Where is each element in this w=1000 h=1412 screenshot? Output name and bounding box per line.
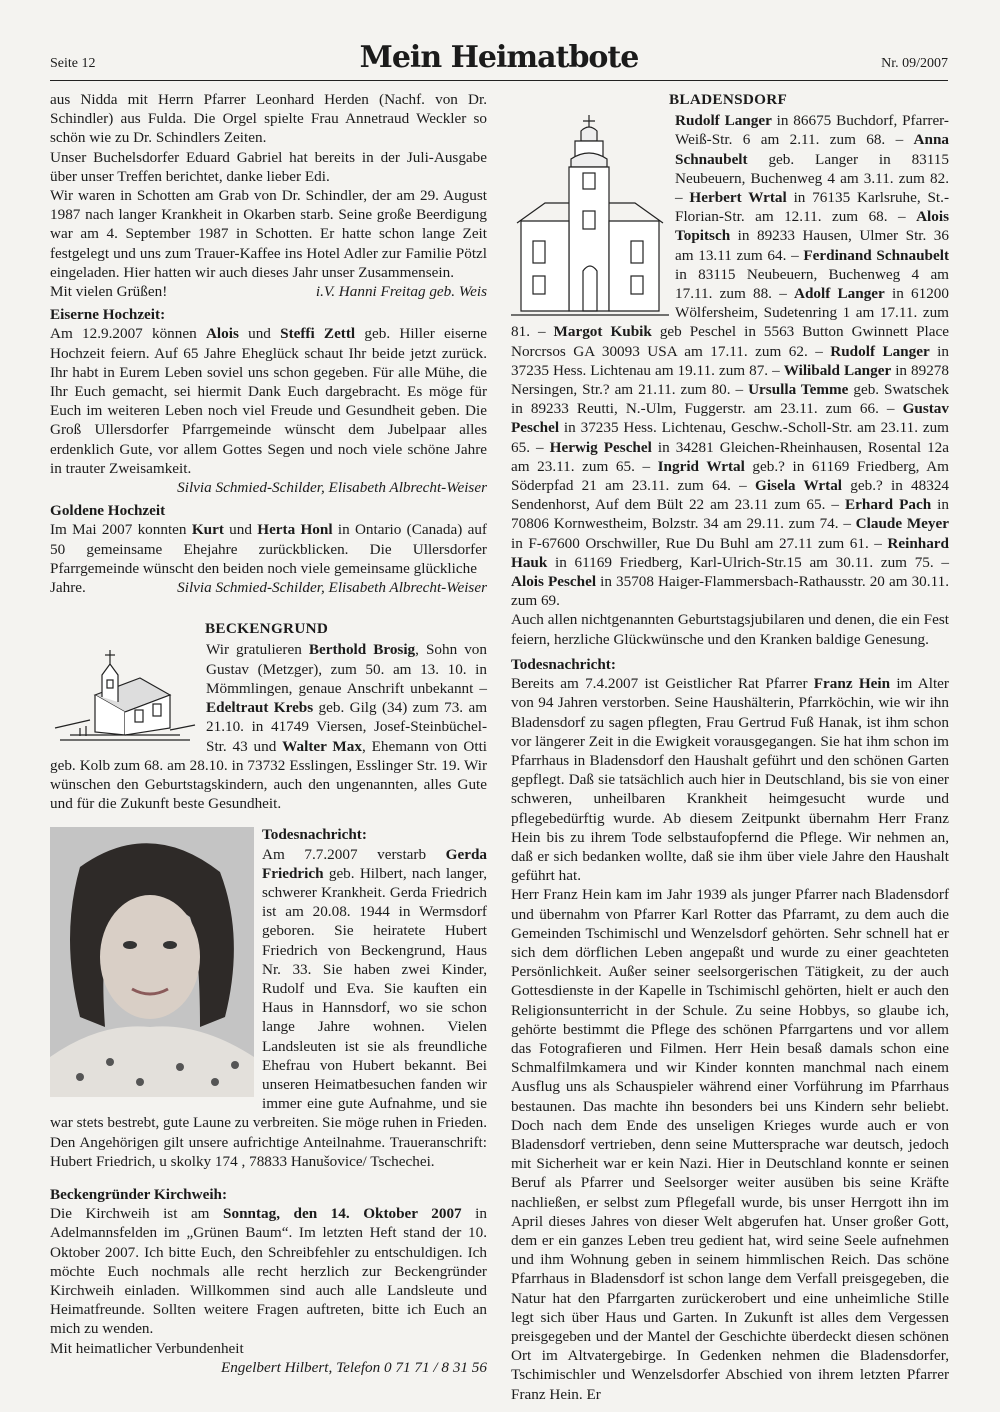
name: Herta Honl bbox=[257, 521, 333, 539]
birthday-details: geb. Swatschek in 89233 Reutti, N.-Ulm, Fuggerstr. am 23.11. zum 66. – bbox=[511, 381, 949, 418]
portrait-photo bbox=[50, 827, 254, 1097]
header-rule bbox=[50, 80, 948, 81]
closing-line: Jahre. Silvia Schmied-Schilder, Elisabeth Albrecht-Weiser bbox=[50, 579, 487, 597]
paragraph: Die Kirchweih ist am Sonntag, den 14. Oktober 2007 in Adelmannsfelden im „Grünen Baum“. Im letzten Heft stand der 10. Oktober 2007. Ich bitte Euch, den Schreibfehler zu entschuldigen. Ich möchte Euch nochmals alle recht herzlich zur Beckengründer Kirchweih einladen. Willkommen sind auch alle Landsleute und Heimatfreunde. Sollten weitere Fragen auftreten, bitte ich Euch an mich zu wenden. bbox=[50, 1205, 487, 1338]
birthday-name: Wilibald Langer bbox=[783, 361, 892, 379]
birthday-name: Margot Kubik bbox=[553, 323, 652, 341]
birthday-name: Alois Topitsch bbox=[675, 208, 949, 245]
woman-portrait-image bbox=[50, 827, 254, 1097]
left-column bbox=[50, 90, 487, 1377]
birthday-name: Ingrid Wrtal bbox=[657, 457, 745, 475]
masthead-logo: Mein Heimatbote bbox=[359, 40, 639, 75]
section-heading-obituary: Todesnachricht: bbox=[262, 826, 367, 844]
birthday-details: geb.? in 61169 Friedberg, Am Söderpfad 21 am 23.11. zum 64. – bbox=[511, 457, 949, 495]
birthday-details: geb.? in 48324 Sendenhorst, Auf dem Bült 22 am 23.11 zum 65. – bbox=[511, 477, 950, 514]
birthday-name: Rudolf Langer bbox=[830, 342, 930, 360]
name: Berthold Brosig bbox=[308, 641, 416, 659]
paragraph: Am 7.7.2007 verstarb Gerda Friedrich geb. Hilbert, nach langer, schwerer Krankheit. Gerda Friedrich ist am 20.08. 1944 in Wermsdorf geboren. Sie heiratete Hubert Friedrich von Beckengrund, Haus Nr. 33. Sie haben zwei Kinder, Rudolf und Eva. Sie kauften ein Haus in Hannsdorf, wo sie schon lange Jahre wohnen. Vielen Landsleuten ist sie als freundliche Ehefrau von Hubert bekannt. Bei unseren Heimatbesuchen fanden wir immer eine gute Aufnahme, und sie war stets bestrebt, gute Laune zu verbreiten. Sie möge ruhen in Frieden. Den Angehörigen gilt unsere aufrichtige Anteilnahme. Traueranschrift: Hubert Friedrich, u skolky 174 , 78833 Hanušovice/ Tschechei. bbox=[50, 845, 487, 1170]
birthday-details: in 86675 Buchdorf, Pfarrer-Weiß-Str. 6 am 2.11. zum 68. – bbox=[675, 112, 949, 149]
birthday-details: in 89233 Hausen, Ulmer Str. 36 am 13.11 zum 64. – bbox=[675, 227, 949, 264]
page-header bbox=[50, 40, 948, 84]
signature: Engelbert Hilbert, Telefon 0 71 71 / 8 31 56 bbox=[220, 1358, 487, 1376]
birthday-details: in 83115 Neubeuern, Buchenweg 4 am 17.11. zum 88. – bbox=[675, 265, 949, 303]
birthday-name: Herwig Peschel bbox=[549, 438, 652, 456]
section-heading-kirchweih: Beckengründer Kirchweih: bbox=[50, 1185, 228, 1203]
section-heading-bladensdorf: BLADENSDORF bbox=[669, 91, 788, 108]
paragraph: Bereits am 7.4.2007 ist Geistlicher Rat Pfarrer Franz Hein im Alter von 94 Jahren verstorben. Seine Haushälterin, Pfarrköchin, wie wir ihn Bladensdorf zu sagen pflegten, Frau Gertrud Fuß Hanak, ist ihm schon vor längerer Zeit in die Ewigkeit vorausgegangen. Sie hat ihm schon im Pfarrhaus in Bladensdorf den Haushalt geführt und den schönen Garten gepflegt. Daß sie tatsächlich auch hier in Deutschland, bis sie von einer schweren, unheilbaren Krankheit heimgesucht wurde und pflegebedürftig wurde. Ab diesem Zeitpunkt übernahm Herr Franz Hein bis zu ihrem Tode selbstaufopfernd die Pflege. Wir nehmen an, daß er sich bedanken wollte, daß sie ihm über viele Jahre den Haushalt geführt hat. bbox=[511, 675, 949, 885]
signature: Silvia Schmied-Schilder, Elisabeth Albrecht-Weiser bbox=[177, 479, 487, 497]
birthday-name: Gisela Wrtal bbox=[755, 477, 843, 495]
paragraph: Im Mai 2007 konnten Kurt und Herta Honl in Ontario (Canada) auf 50 gemeinsame Ehejahre zurückblicken. Die Ullersdorfer Pfarrgemeinde wünscht den beiden noch viele gemeinsame glückliche bbox=[50, 521, 487, 577]
paragraph: Auch allen nichtgenannten Geburtstagsjubilaren und denen, die ein Fest feiern, herzliche Glückwünsche und den Kranken baldige Genesung. bbox=[511, 611, 949, 648]
page-number: Seite 12 bbox=[50, 56, 96, 71]
birthday-name: Herbert Wrtal bbox=[689, 189, 787, 207]
birthday-details: in 76135 Karlsruhe, St.-Florian-Str. am 12.11. zum 68. – bbox=[675, 189, 949, 226]
birthday-name: Alois Peschel bbox=[511, 573, 597, 591]
closing: Mit heimatlicher Verbundenheit bbox=[50, 1339, 244, 1357]
paragraph: Wir waren in Schotten am Grab von Dr. Schindler, der am 29. August 1987 nach langer Krankheit in Okarben starb. Seine große Beerdigung war am 4. September 1987 in Schotten. Er hatte schon lange Zeit festgelegt und uns zum Trauer-Kaffee ins Hotel Adler zur Familie Pötzl eingeladen. Hier hatten wir auch dieses Jahr unser Zusammensein. bbox=[50, 187, 487, 281]
birthday-name: Rudolf Langer bbox=[675, 112, 772, 130]
church-illustration bbox=[511, 111, 669, 319]
paragraph: Am 12.9.2007 können Alois und Steffi Zettl geb. Hiller eiserne Hochzeit feiern. Auf 65 Jahre Eheglück schaut Ihr beide jetzt zurück. Ihr habt in Eurem Leben soviel uns schon gegeben. Für alle Mühe, die Ihr Euch gemacht, sei hiermit Dank Euch dargebracht. Es möge für Euch im weiteren Leben noch viel Freude und Gesundheit geben. Die Groß Ullersdorfer Pfarrgemeinde wünscht dem Jubelpaar alles erdenklich Gute, vor allem Gottes Segen und noch viele schöne Jahre in trauter Zweisamkeit. bbox=[50, 325, 488, 477]
greeting-line bbox=[50, 282, 487, 301]
birthday-name: Ferdinand Schnaubelt bbox=[803, 246, 949, 264]
beckengrund-section bbox=[50, 640, 487, 813]
birthday-details: geb. Langer in 83115 Neubeuern, Buchenweg 4 am 3.11. zum 82. – bbox=[675, 150, 949, 207]
name: Gerda Friedrich bbox=[262, 845, 487, 882]
greeting: Mit vielen Grüßen! bbox=[50, 283, 168, 301]
birthday-details: geb Peschel in 5563 Button Gwinnett Place Norcrsos GA 30093 USA am 17.11. zum 62. – bbox=[511, 323, 949, 360]
obituary-section bbox=[50, 825, 487, 1171]
name: Kurt bbox=[191, 521, 224, 539]
birthday-name: Anna Schnaubelt bbox=[675, 131, 949, 168]
birthday-details: in 34281 Gleichen-Rheinhausen, Rosental 12a am 23.11. zum 65. – bbox=[511, 438, 950, 475]
paragraph: Herr Franz Hein kam im Jahr 1939 als junger Pfarrer nach Bladensdorf und übernahm von Pfarrer Karl Rotter das Pfarramt, zu dem auch die Gemeinden Tschimischl und Wenzelsdorf gehörten. Sehr schnell hat er sich dem dörflichen Leben angepaßt und wurde zu einer geachteten Persönlichkeit. Außer seiner seelsorgerischen Tätigkeit, zu der auch Gottesdienste in der Kapelle in Tschimischl gehörten, hielt er auch den Religionsunterricht in der Schule. Zu seine Hobbys, so glaube ich, gehörte bestimmt die Pflege des schönen Pfarrgartens und vor allem das Fotografieren und Filmen. Herr Hein besaß damals schon eine Schmalfilmkamera und wir Kinder konnten manchmal nach einem Ausflug uns als Schauspieler während einer Vorführung im Pfarrhaus bestaunen. Das machte ihn besonders bei uns Kindern sehr beliebt. Doch nach dem Ende des unseligen Krieges wurde auch er von Bladensdorf vertrieben, denn seine Muttersprache war deutsch, jedoch mit Sicherheit war er kein Nazi. Hier in Deutschland konnte er seinen Beruf als Pfarrer und Seelsorger weiter ausüben bis seine Kräfte nachließen, er selbst zum Pflegefall wurde, bis unser Herrgott ihn im April dieses Jahres von dieser Welt abgerufen hat. Unser großer Gott, dem er ein ganzes Leben treu gedient hat, wird seine Seele aufnehmen und ihm Wohnung geben in seinem himmlischen Reich. Das schöne Pfarrhaus in Bladensdorf ist schon lange dem Verfall preisgegeben, die Natur hat den Pfarrgarten zurückerobert und eine unheimliche Stille legt sich über Haus und Garten. In Zukunft ist alles dem Vergessen preisgegeben und der Mantel der Geschichte überdeckt diesen schönen Ort im Altvatergebirge. In Gedenken nehmen die Bladensdorfer, Tschimischler und Wenzelsdorfer Abschied von ihrem letzten Pfarrer Franz Hein. Er bbox=[511, 886, 949, 1403]
birthday-details: in 61169 Friedberg, Karl-Ulrich-Str.15 am 30.11. zum 75. – bbox=[547, 553, 949, 571]
name: Edeltraut Krebs bbox=[206, 699, 314, 717]
paragraph: aus Nidda mit Herrn Pfarrer Leonhard Herden (Nachf. von Dr. Schindler) aus Fulda. Die Orgel spielte Frau Annetraud Weckler so schön wie zu Dr. Schindlers Zeiten. bbox=[50, 91, 487, 147]
paragraph: Unser Buchelsdorfer Eduard Gabriel hat bereits in der Juli-Ausgabe über unser Treffen berichtet, danke lieber Edi. bbox=[50, 148, 487, 185]
signature: i.V. Hanni Freitag geb. Weis bbox=[315, 283, 487, 301]
name: Alois bbox=[205, 325, 239, 343]
birthday-details: in 61200 Wölfersheim, Sudetenring 1 am 17.11. zum 81. – bbox=[511, 285, 949, 341]
section-heading-obituary: Todesnachricht: bbox=[511, 655, 616, 673]
birthday-details: in F-67600 Orschwiller, Rue Du Buhl am 27.11 zum 61. – bbox=[511, 534, 888, 552]
name: Steffi Zettl bbox=[280, 325, 356, 343]
signature: Silvia Schmied-Schilder, Elisabeth Albrecht-Weiser bbox=[177, 579, 487, 597]
name: Franz Hein bbox=[813, 675, 891, 693]
birthday-name: Gustav Peschel bbox=[511, 400, 949, 437]
section-heading-iron-wedding: Eiserne Hochzeit: bbox=[50, 306, 166, 324]
paragraph: Wir gratulieren Berthold Brosig, Sohn von Gustav (Metzger), zum 50. am 13. 10. in Mömmlingen, genaue Anschrift unbekannt – Edeltraut Krebs geb. Gilg (34) zum 73. am 21.10. in 41749 Viersen, Josef-Steinbüchel-Str. 43 und Walter Max, Ehemann von Otti geb. Kolb zum 68. am 28.10. in 73732 Esslingen, Esslinger Str. 19. Wir wünschen den Geburtstagskindern, auch den ungenannten, alles Gute und für die Zukunft beste Gesundheit. bbox=[50, 641, 488, 813]
birthday-details: in 70806 Kornwestheim, Bolzstr. 34 am 29.11. zum 74. – bbox=[511, 496, 949, 533]
birthday-name: Adolf Langer bbox=[794, 285, 885, 303]
name: Walter Max bbox=[282, 737, 362, 755]
birthday-details: in 35708 Haiger-Flammersbach-Rathausstr. 20 am 30.11. zum 69. bbox=[511, 573, 949, 610]
birthday-details: in 89278 Nersingen, Str.? am 21.11. zum 80. – bbox=[511, 361, 949, 399]
birthday-name: Reinhard Hauk bbox=[511, 534, 949, 571]
section-heading-beckengrund: BECKENGRUND bbox=[205, 620, 329, 638]
right-column bbox=[511, 90, 949, 1404]
issue-number: Nr. 09/2007 bbox=[881, 56, 948, 71]
birthday-details: in 37235 Hess. Lichtenau, Geschw.-Scholl-Str. am 23.11. zum 65. – bbox=[511, 419, 949, 456]
chapel-illustration bbox=[50, 640, 200, 750]
birthday-name: Erhard Pach bbox=[845, 496, 932, 514]
birthday-name: Ursulla Temme bbox=[748, 381, 849, 399]
birthday-name: Claude Meyer bbox=[855, 515, 949, 533]
birthday-details: in 37235 Hess. Lichtenau am 19.11. zum 87. – bbox=[511, 342, 949, 379]
section-heading-golden-wedding: Goldene Hochzeit bbox=[50, 502, 166, 520]
